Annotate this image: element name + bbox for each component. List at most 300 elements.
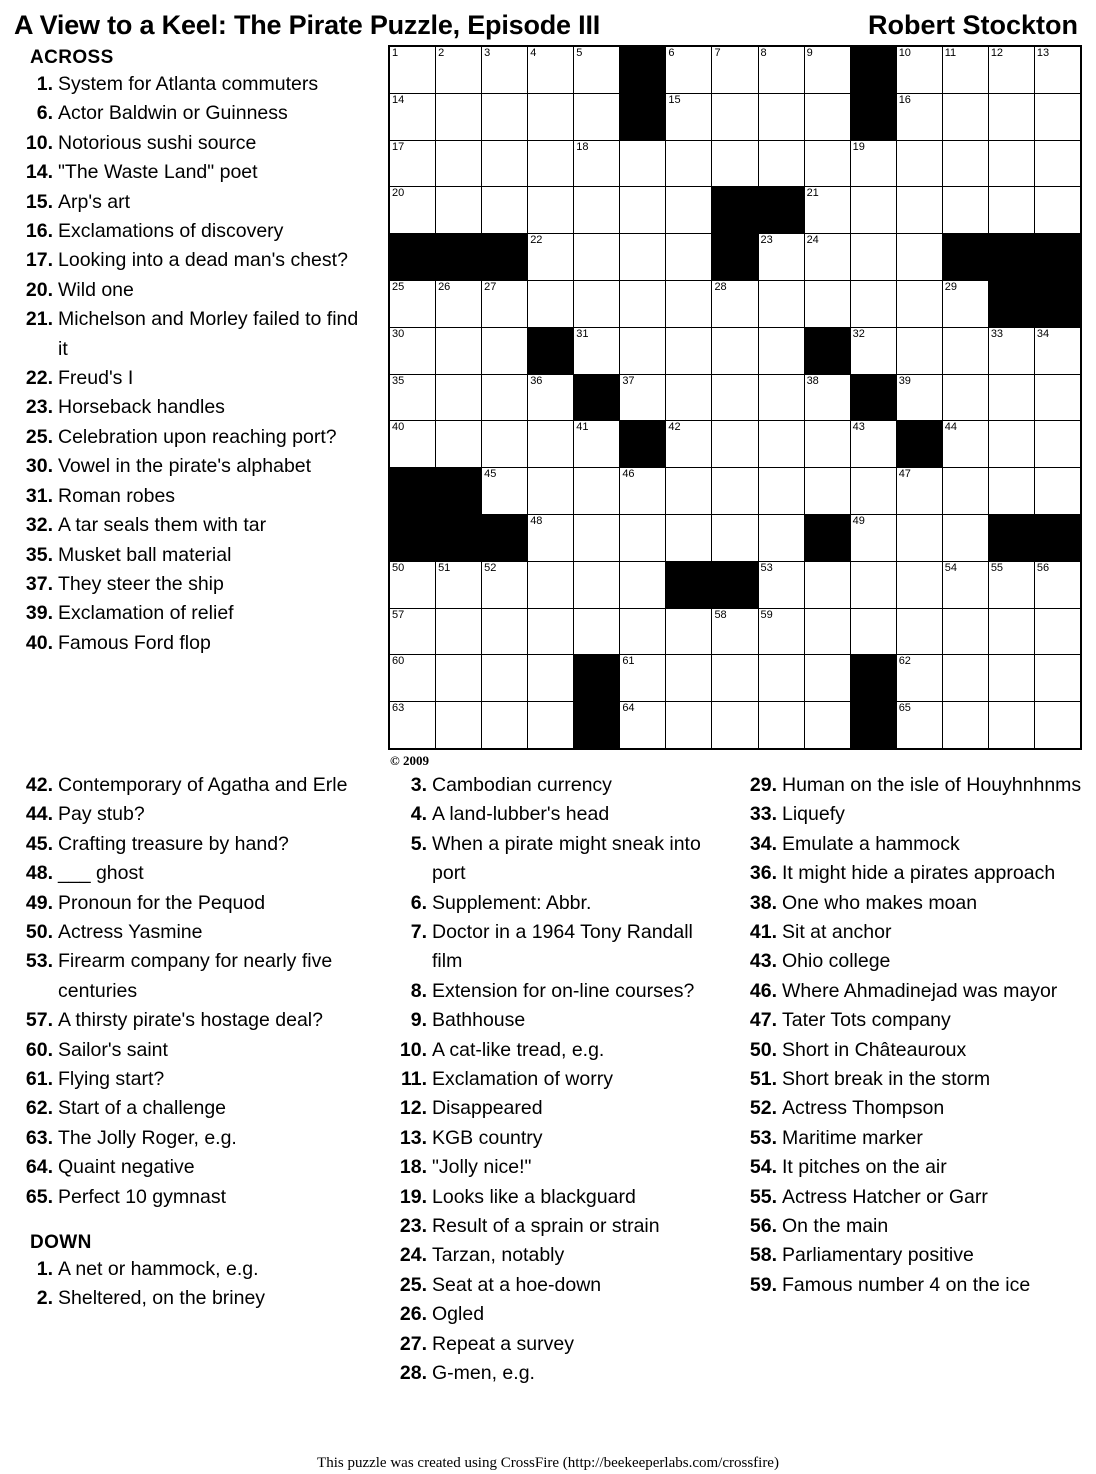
grid-cell[interactable] [666,468,712,515]
grid-cell-number: 20 [392,187,405,200]
grid-cell[interactable] [988,468,1034,515]
clue-text: Looking into a dead man's chest? [58,249,348,272]
clue-item [738,830,1082,859]
grid-row [389,374,1081,421]
grid-cell[interactable] [896,46,942,93]
clue-number: 20. [25,278,53,301]
grid-cell[interactable] [712,140,758,187]
grid-cell[interactable] [620,468,666,515]
grid-cell[interactable] [528,608,574,655]
clue-number: 3. [410,773,427,796]
grid-cell[interactable] [574,608,620,655]
grid-cell[interactable] [389,608,436,655]
grid-block-cell [850,655,896,702]
grid-cell[interactable] [712,421,758,468]
grid-cell[interactable] [850,234,896,281]
clue-number: 10. [399,1038,427,1061]
grid-cell-number: 21 [806,187,819,200]
grid-cell[interactable] [758,608,804,655]
clue-text: Quaint negative [58,1156,195,1179]
grid-cell-number: 60 [392,655,405,668]
grid-cell[interactable] [620,234,666,281]
grid-cell[interactable] [804,374,850,421]
grid-cell[interactable] [620,187,666,234]
grid-cell[interactable] [574,421,620,468]
grid-row [389,561,1081,608]
grid-cell[interactable] [712,702,758,749]
clue-item [388,830,724,889]
clue-item [14,158,372,187]
grid-cell[interactable] [988,421,1034,468]
grid-cell[interactable] [482,374,528,421]
grid-cell[interactable] [482,421,528,468]
grid-cell[interactable] [666,514,712,561]
grid-cell[interactable] [758,46,804,93]
clue-text: A cat-like tread, e.g. [432,1038,605,1061]
grid-cell[interactable] [436,187,482,234]
grid-cell[interactable] [1034,140,1081,187]
clue-item [388,1094,724,1123]
grid-cell[interactable] [482,561,528,608]
grid-cell[interactable] [666,46,712,93]
grid-cell[interactable] [896,93,942,140]
grid-cell[interactable] [758,234,804,281]
clue-item [14,599,372,628]
clue-item [738,771,1082,800]
grid-cell-number: 1 [392,47,399,59]
grid-cell[interactable] [758,702,804,749]
grid-cell[interactable] [804,421,850,468]
grid-cell[interactable] [942,421,988,468]
grid-cell[interactable] [942,468,988,515]
grid-cell[interactable] [436,140,482,187]
grid-row [389,140,1081,187]
grid-cell-number: 13 [1036,47,1050,59]
clue-text: Human on the isle of Houyhnhnms [782,773,1082,796]
clue-number: 62. [25,1097,53,1120]
grid-cell[interactable] [988,374,1034,421]
grid-block-cell [1034,234,1081,281]
grid-block-cell [389,234,436,281]
grid-block-cell [1034,514,1081,561]
grid-block-cell [712,234,758,281]
grid-cell[interactable] [389,93,436,140]
grid-cell[interactable] [666,421,712,468]
clue-item [388,1153,724,1182]
bottom-section [0,771,1096,1389]
grid-cell[interactable] [896,468,942,515]
grid-cell[interactable] [712,608,758,655]
grid-cell-number: 5 [576,47,583,59]
clue-number: 35. [25,543,53,566]
clue-text: One who makes moan [782,891,978,914]
grid-cell[interactable] [574,140,620,187]
grid-cell[interactable] [988,93,1034,140]
clue-text: Crafting treasure by hand? [58,832,289,855]
clue-text: Bathhouse [432,1009,526,1032]
grid-cell[interactable] [988,187,1034,234]
grid-cell-number: 32 [852,327,865,340]
clue-number: 33. [749,803,777,826]
grid-row [389,280,1081,327]
grid-cell[interactable] [620,561,666,608]
grid-cell[interactable] [758,514,804,561]
grid-cell[interactable] [758,374,804,421]
grid-cell[interactable] [574,187,620,234]
grid-block-cell [988,280,1034,327]
grid-cell[interactable] [712,46,758,93]
grid-cell-number: 30 [392,327,405,340]
grid-cell[interactable] [1034,93,1081,140]
grid-cell[interactable] [712,514,758,561]
grid-cell[interactable] [482,468,528,515]
grid-cell[interactable] [528,374,574,421]
grid-cell[interactable] [1034,46,1081,93]
grid-cell[interactable] [436,374,482,421]
grid-cell[interactable] [436,561,482,608]
clue-number: 25. [25,425,53,448]
clue-item [14,99,372,128]
grid-cell[interactable] [1034,187,1081,234]
grid-cell[interactable] [436,93,482,140]
grid-cell[interactable] [436,421,482,468]
clue-item [14,70,372,99]
grid-cell-number: 46 [622,468,635,481]
clue-item [388,1124,724,1153]
clue-number: 15. [25,190,53,213]
down-clue-list-2 [388,771,724,1389]
grid-cell[interactable] [528,140,574,187]
grid-cell[interactable] [528,187,574,234]
clue-text: A net or hammock, e.g. [58,1258,259,1281]
grid-cell[interactable] [804,140,850,187]
grid-row [389,46,1081,93]
grid-cell[interactable] [528,514,574,561]
clue-text: Vowel in the pirate's alphabet [58,455,312,478]
clue-item [14,188,372,217]
clue-number: 50. [749,1038,777,1061]
grid-cell[interactable] [1034,374,1081,421]
grid-cell[interactable] [942,514,988,561]
grid-cell[interactable] [896,140,942,187]
grid-cell[interactable] [666,280,712,327]
grid-cell[interactable] [620,702,666,749]
grid-cell[interactable] [758,280,804,327]
grid-cell-number: 14 [392,93,405,106]
clue-number: 4. [410,803,427,826]
grid-cell[interactable] [482,46,528,93]
grid-cell[interactable] [942,140,988,187]
grid-cell[interactable] [758,655,804,702]
clue-number: 50. [25,920,53,943]
grid-cell[interactable] [389,374,436,421]
grid-cell[interactable] [482,608,528,655]
grid-cell[interactable] [389,187,436,234]
grid-cell[interactable] [712,655,758,702]
grid-cell[interactable] [389,140,436,187]
grid-cell[interactable] [1034,608,1081,655]
grid-cell[interactable] [804,280,850,327]
grid-cell[interactable] [758,327,804,374]
grid-cell[interactable] [804,608,850,655]
grid-cell[interactable] [528,421,574,468]
clue-text: Firearm company for nearly five centuries [58,950,333,1002]
grid-cell-number: 54 [944,561,957,574]
grid-cell[interactable] [712,468,758,515]
grid-cell[interactable] [850,327,896,374]
grid-cell[interactable] [574,561,620,608]
grid-cell[interactable] [896,327,942,374]
grid-cell[interactable] [436,46,482,93]
grid-cell[interactable] [942,655,988,702]
grid-cell-number: 4 [530,47,537,59]
grid-cell[interactable] [896,608,942,655]
grid-cell[interactable] [942,702,988,749]
grid-cell[interactable] [620,280,666,327]
grid-cell[interactable] [896,374,942,421]
grid-cell[interactable] [528,561,574,608]
grid-cell[interactable] [758,140,804,187]
grid-cell-number: 44 [944,421,957,434]
grid-cell[interactable] [620,327,666,374]
grid-cell[interactable] [528,46,574,93]
grid-cell[interactable] [942,327,988,374]
grid-cell[interactable] [896,280,942,327]
grid-cell[interactable] [850,514,896,561]
grid-cell[interactable] [758,421,804,468]
clue-item [738,977,1082,1006]
clue-text: Disappeared [432,1097,543,1120]
grid-cell[interactable] [850,187,896,234]
grid-cell[interactable] [574,514,620,561]
grid-cell[interactable] [712,280,758,327]
grid-cell[interactable] [712,93,758,140]
grid-block-cell [482,514,528,561]
grid-cell[interactable] [666,374,712,421]
grid-cell[interactable] [804,561,850,608]
grid-cell[interactable] [436,280,482,327]
grid-cell-number: 29 [944,280,957,293]
grid-cell[interactable] [436,655,482,702]
grid-cell[interactable] [988,46,1034,93]
grid-cell[interactable] [896,234,942,281]
grid-row [389,421,1081,468]
grid-cell[interactable] [942,608,988,655]
grid-cell-number: 39 [898,374,911,387]
grid-cell[interactable] [850,468,896,515]
clue-item [14,629,372,658]
grid-cell[interactable] [942,561,988,608]
clue-number: 8. [410,979,427,1002]
grid-cell-number: 48 [530,514,543,527]
clue-number: 22. [25,367,53,390]
grid-cell[interactable] [804,655,850,702]
clue-text: Flying start? [58,1068,165,1091]
grid-cell[interactable] [988,655,1034,702]
grid-cell[interactable] [850,561,896,608]
grid-cell[interactable] [574,93,620,140]
clue-text: Exclamations of discovery [58,220,284,243]
grid-cell[interactable] [896,561,942,608]
clue-item [388,1271,724,1300]
clue-number: 47. [749,1009,777,1032]
grid-cell[interactable] [482,327,528,374]
grid-cell[interactable] [712,374,758,421]
grid-cell[interactable] [850,421,896,468]
grid-cell[interactable] [942,46,988,93]
grid-cell[interactable] [850,280,896,327]
clue-number: 53. [25,950,53,973]
grid-cell[interactable] [942,374,988,421]
clue-number: 38. [749,891,777,914]
grid-cell[interactable] [896,187,942,234]
clue-item [738,1124,1082,1153]
clue-item [14,1094,372,1123]
grid-cell[interactable] [804,93,850,140]
clue-number: 58. [749,1244,777,1267]
grid-cell[interactable] [850,140,896,187]
grid-cell[interactable] [528,655,574,702]
grid-cell[interactable] [528,93,574,140]
grid-cell[interactable] [666,140,712,187]
grid-cell[interactable] [896,655,942,702]
grid-cell[interactable] [482,280,528,327]
grid-cell[interactable] [436,702,482,749]
clue-number: 36. [749,862,777,885]
clue-item [14,511,372,540]
grid-cell[interactable] [389,280,436,327]
grid-cell[interactable] [850,608,896,655]
clue-text: Seat at a hoe-down [432,1273,602,1296]
grid-cell[interactable] [389,421,436,468]
grid-cell[interactable] [942,93,988,140]
grid-cell-number: 7 [714,47,721,59]
grid-cell[interactable] [574,46,620,93]
clue-text: Start of a challenge [58,1097,227,1120]
grid-cell[interactable] [942,187,988,234]
clue-number: 17. [25,249,53,272]
grid-cell[interactable] [758,93,804,140]
grid-cell[interactable] [1034,702,1081,749]
grid-block-cell [389,468,436,515]
grid-block-cell [436,468,482,515]
copyright-notice: © 2009 [390,752,429,768]
grid-cell[interactable] [482,140,528,187]
grid-cell-number: 26 [438,280,451,293]
grid-cell[interactable] [389,561,436,608]
clue-number: 54. [749,1156,777,1179]
crossword-grid[interactable] [388,45,1082,750]
grid-cell[interactable] [528,280,574,327]
grid-cell[interactable] [666,234,712,281]
grid-block-cell [436,234,482,281]
grid-cell[interactable] [389,46,436,93]
grid-cell[interactable] [1034,561,1081,608]
grid-cell[interactable] [804,234,850,281]
grid-cell[interactable] [389,702,436,749]
clue-item [14,1124,372,1153]
grid-cell[interactable] [574,234,620,281]
grid-cell[interactable] [666,608,712,655]
grid-cell[interactable] [804,468,850,515]
grid-cell[interactable] [758,561,804,608]
clue-text: Celebration upon reaching port? [58,425,337,448]
grid-cell[interactable] [896,702,942,749]
grid-cell[interactable] [666,93,712,140]
grid-cell[interactable] [482,187,528,234]
grid-cell[interactable] [1034,655,1081,702]
grid-cell[interactable] [988,561,1034,608]
clue-number: 1. [36,73,53,95]
grid-cell[interactable] [666,655,712,702]
clue-number: 30. [25,455,53,478]
grid-cell[interactable] [804,46,850,93]
grid-cell[interactable] [574,327,620,374]
grid-cell[interactable] [712,327,758,374]
grid-cell[interactable] [620,655,666,702]
grid-cell[interactable] [988,140,1034,187]
grid-cell[interactable] [896,514,942,561]
clue-item [14,771,372,800]
grid-cell[interactable] [389,327,436,374]
clue-number: 45. [25,832,53,855]
grid-cell[interactable] [1034,468,1081,515]
grid-cell[interactable] [620,608,666,655]
grid-cell[interactable] [482,655,528,702]
grid-block-cell [574,655,620,702]
grid-cell[interactable] [666,702,712,749]
grid-cell[interactable] [482,702,528,749]
grid-cell[interactable] [1034,421,1081,468]
grid-cell[interactable] [482,93,528,140]
grid-cell[interactable] [988,702,1034,749]
grid-cell[interactable] [988,327,1034,374]
clue-item [738,918,1082,947]
clue-item [14,889,372,918]
grid-cell[interactable] [528,702,574,749]
grid-cell-number: 59 [760,608,773,621]
grid-cell[interactable] [804,187,850,234]
grid-cell[interactable] [620,374,666,421]
clue-text: ___ ghost [58,862,144,885]
grid-cell[interactable] [1034,327,1081,374]
grid-cell-number: 47 [898,468,911,481]
grid-cell[interactable] [620,140,666,187]
grid-cell[interactable] [436,327,482,374]
clue-item [388,1241,724,1270]
clue-item [14,217,372,246]
clue-number: 57. [25,1009,53,1032]
clue-item [388,1183,724,1212]
grid-cell[interactable] [666,187,712,234]
grid-cell[interactable] [804,702,850,749]
grid-cell[interactable] [574,280,620,327]
grid-cell[interactable] [528,468,574,515]
clue-number: 28. [399,1362,427,1385]
grid-cell[interactable] [574,468,620,515]
grid-cell[interactable] [988,608,1034,655]
grid-cell[interactable] [436,608,482,655]
grid-cell[interactable] [942,280,988,327]
grid-cell[interactable] [666,327,712,374]
grid-cell[interactable] [758,468,804,515]
grid-cell-number: 11 [944,47,957,59]
column-spacer [14,1212,372,1230]
grid-cell[interactable] [528,234,574,281]
grid-cell[interactable] [620,514,666,561]
grid-block-cell [896,421,942,468]
grid-cell[interactable] [389,655,436,702]
